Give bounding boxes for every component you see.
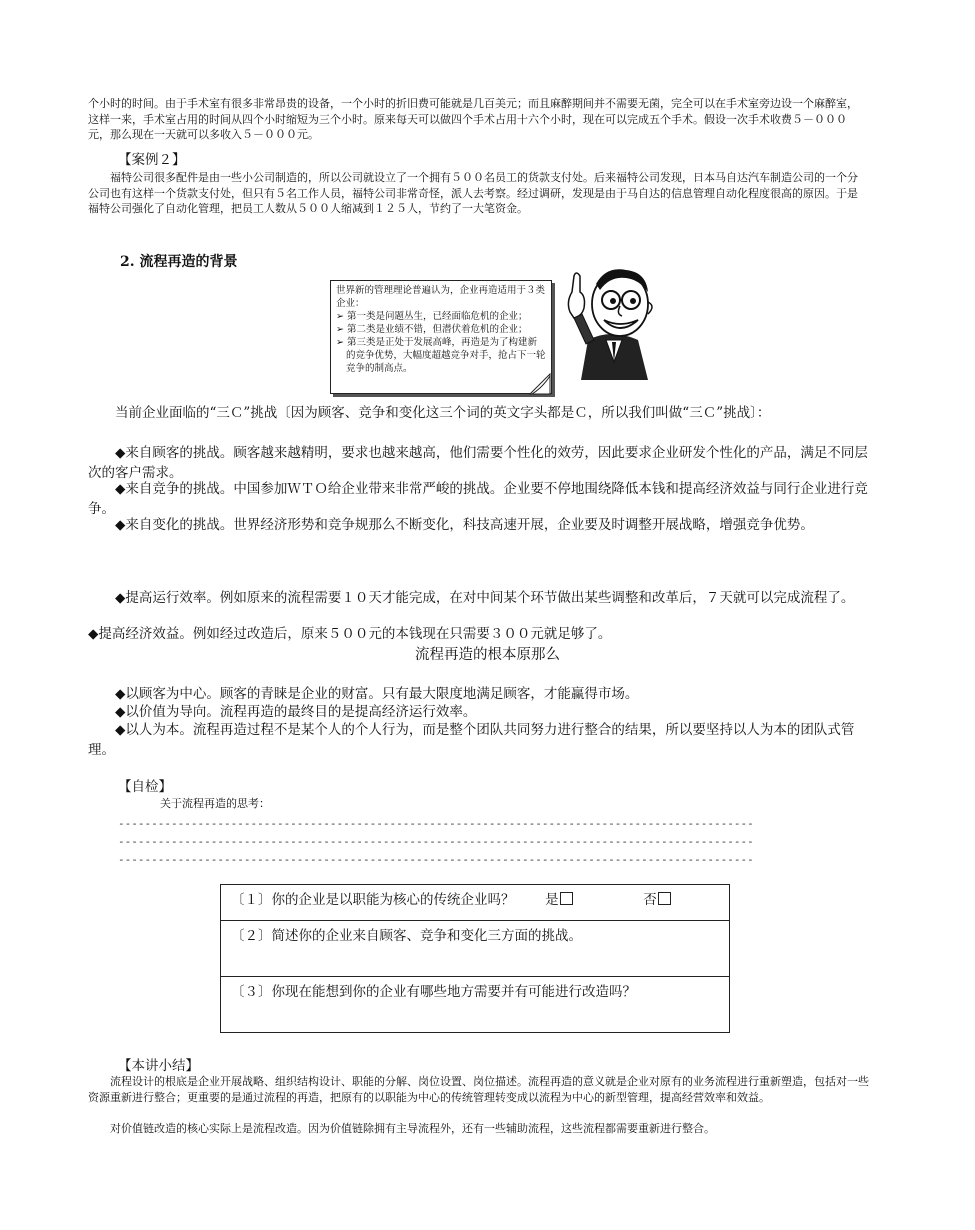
summary-paragraph: 对价值链改造的核心实际上是流程改造。因为价值链除拥有主导流程外，还有一些辅助流程，这些流程都需要重新进行整合。 [110,1122,715,1135]
principle-bullet: ◆以人为本。流程再造过程不是某个人的个人行为，而是整个团队共同努力进行整合的结果，所以要坚持以人为本的团队式管理。 [88,722,855,758]
efficiency-bullet: ◆提高经济效益。例如经过改造后，原来５００元的本钱现在只需要３００元就足够了。 [88,626,612,642]
speech-box [330,280,552,394]
no-label: 否 [643,892,657,908]
no-checkbox[interactable] [658,892,671,905]
three-c-bullet: ◆来自顾客的挑战。顾客越来越精明，要求也越来越高，他们需要个性化的效劳，因此要求企业研发个性化的产品，满足不同层次的客户需求。 [88,445,868,481]
question-cell [221,885,730,921]
question-cell[interactable] [221,921,730,977]
question-text: 〔３〕你现在能想到你的企业有哪些地方需要并有可能进行改造吗？ [231,984,636,1000]
three-c-bullet: ◆来自变化的挑战。世界经济形势和竞争规那么不断变化，科技高速开展，企业要及时调整开展战略，增强竞争优势。 [115,517,814,533]
self-check-title: 【自检】 [118,779,172,795]
three-c-intro: 当前企业面临的“三Ｃ”挑战〔因为顾客、竞争和变化这三个词的英文字头都是Ｃ，所以我们叫做“三Ｃ”挑战〕： [115,405,771,421]
answer-line[interactable]: ------------------------------------------------------------------------------------------------ [118,835,754,848]
summary-title: 【本讲小结】 [118,1058,199,1074]
page-curl-icon [530,374,556,398]
summary-paragraph: 流程设计的根底是企业开展战略、组织结构设计、职能的分解、岗位设置、岗位描述。流程再造的意义就是企业对原有的业务流程进行重新塑造，包括对一些资源重新进行整合；更重要的是通过流程的再造，把原有的以职能为中心的传统管理转变成以流程为中心的新型管理，提高经营效率和效益。 [88,1075,869,1104]
question-text: 〔２〕简述你的企业来自顾客、竞争和变化三方面的挑战。 [231,928,582,944]
speech-box-intro: 世界新的管理理论普遍认为，企业再造适用于３类企业： [336,285,546,309]
principles-title: 流程再造的根本原那么 [415,647,560,663]
principle-bullet: ◆以价值为导向。流程再造的最终目的是提高经济运行效率。 [115,704,477,720]
yes-label: 是 [545,892,559,908]
principle-bullet: ◆以顾客为中心。顾客的青睐是企业的财富。只有最大限度地满足顾客，才能赢得市场。 [115,686,639,702]
speech-box-item: ➢ 第三类是正处于发展高峰，再造是为了构建新的竞争优势，大幅度超越竞争对手，抢占下一轮竞争的制高点。 [336,337,546,374]
yes-checkbox[interactable] [560,892,573,905]
speech-box-item: ➢ 第一类是问题丛生，已经面临危机的企业； [336,311,528,322]
section-heading: 2. 流程再造的背景 [120,254,238,270]
three-c-bullet: ◆来自竞争的挑战。中国参加ＷＴＯ给企业带来非常严峻的挑战。企业要不停地围绕降低本钱和提高经济效益与同行企业进行竞争。 [88,481,868,517]
self-check-table [220,884,730,1033]
efficiency-bullet: ◆提高运行效率。例如原来的流程需要１０天才能完成，在对中间某个环节做出某些调整和改革后，７天就可以完成流程了。 [115,590,855,606]
intro-paragraph: 个小时的时间。由于手术室有很多非常昂贵的设备，一个小时的折旧费可能就是几百美元；而且麻醉期间并不需要无菌，完全可以在手术室旁边设一个麻醉室，这样一来，手术室占用的时间从四个小时缩短为三个小时。原来每天可以做四个手术占用十六个小时，现在可以完成五个手术。假设一次手术收费５－０００元，那么现在一天就可以多收入５－０００元。 [88,97,858,141]
answer-line[interactable]: ------------------------------------------------------------------------------------------------ [118,817,754,830]
speech-box-item: ➢ 第二类是业绩不错，但潜伏着危机的企业； [336,324,528,335]
case2-body: 福特公司很多配件是由一些小公司制造的，所以公司就设立了一个拥有５００名员工的货款支付处。后来福特公司发现，日本马自达汽车制造公司的一个分公司也有这样一个货款支付处，但只有５名工作人员，福特公司非常奇怪，派人去考察。经过调研，发现是由于马自达的信息管理自动化程度很高的原因。于是福特公司强化了自动化管理，把员工人数从５００人缩减到１２５人，节约了一大笔资金。 [88,171,858,215]
case2-title: 【案例２】 [118,152,186,168]
question-cell[interactable] [221,977,730,1033]
cartoon-man-illustration [556,262,666,380]
self-check-prompt: 关于流程再造的思考： [160,797,270,810]
question-text: 〔１〕你的企业是以职能为核心的传统企业吗？ [231,892,515,908]
answer-line[interactable]: ------------------------------------------------------------------------------------------------ [118,853,754,866]
